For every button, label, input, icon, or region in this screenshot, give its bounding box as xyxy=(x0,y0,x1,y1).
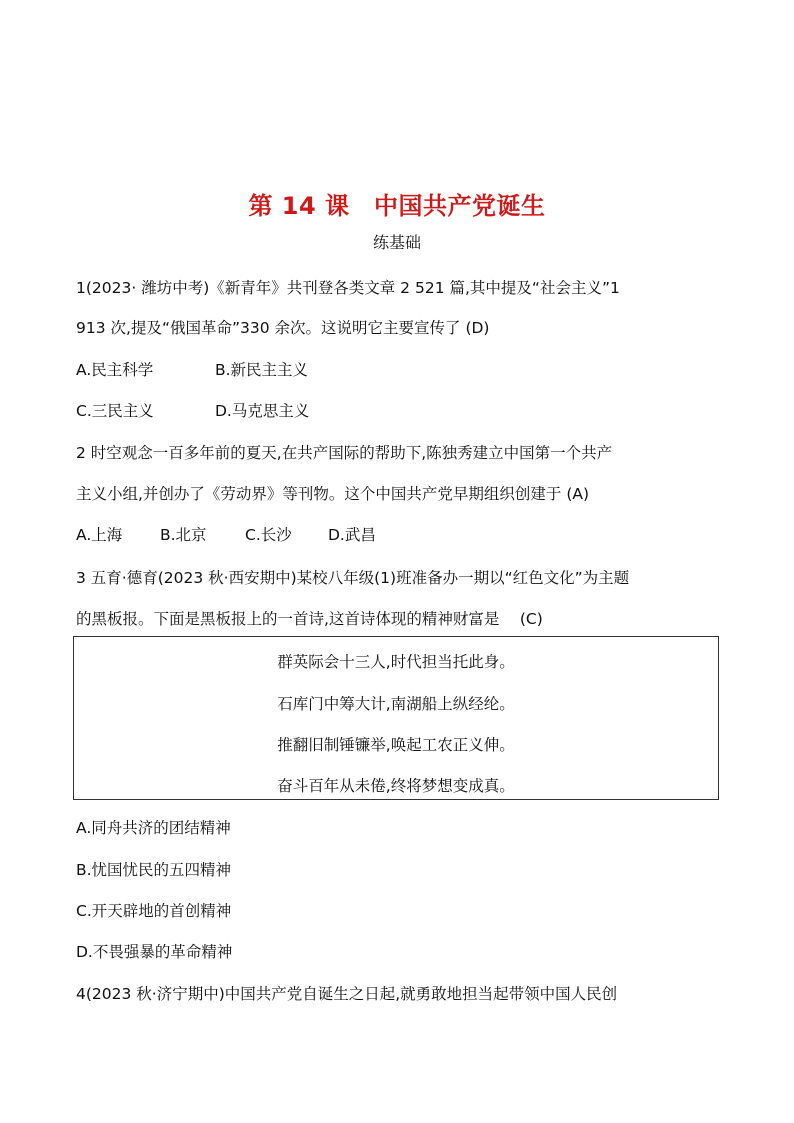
question-2-line-2: 主义小组,并创办了《劳动界》等刊物。这个中国共产党早期组织创建于 (A) xyxy=(76,485,590,503)
question-2-option-b: B.北京 xyxy=(160,526,207,544)
question-3-line-2: 的黑板报。下面是黑板报上的一首诗,这首诗体现的精神财富是 (C) xyxy=(76,610,543,628)
poem-line-4: 奋斗百年从未倦,终将梦想变成真。 xyxy=(277,777,515,795)
question-1-line-2: 913 次,提及“俄国革命”330 余次。这说明它主要宣传了 (D) xyxy=(76,319,490,337)
question-1-option-a: A.民主科学 xyxy=(76,361,154,379)
question-1-option-b: B.新民主主义 xyxy=(215,361,309,379)
poem-line-2: 石库门中筹大计,南湖船上纵经纶。 xyxy=(277,695,515,713)
page-title: 第 14 课 中国共产党诞生 xyxy=(248,192,546,220)
question-3-option-c: C.开天辟地的首创精神 xyxy=(76,902,232,920)
poem-line-3: 推翻旧制锤镰举,唤起工农正义伸。 xyxy=(277,736,515,754)
question-1-options-row-1 xyxy=(76,358,726,380)
question-2-options-row xyxy=(76,523,726,545)
poem-box xyxy=(73,636,719,800)
question-3-option-d: D.不畏强暴的革命精神 xyxy=(76,943,233,961)
question-2-line-1: 2 时空观念一百多年前的夏天,在共产国际的帮助下,陈独秀建立中国第一个共产 xyxy=(76,444,613,462)
question-3-option-a: A.同舟共济的团结精神 xyxy=(76,819,231,837)
section-title: 练基础 xyxy=(372,233,421,252)
question-2-option-c: C.长沙 xyxy=(245,526,292,544)
poem-line-1: 群英际会十三人,时代担当托此身。 xyxy=(277,653,515,671)
question-2-option-a: A.上海 xyxy=(76,526,123,544)
question-1-option-d: D.马克思主义 xyxy=(215,402,310,420)
question-1-options-row-2 xyxy=(76,399,726,421)
question-1-option-c: C.三民主义 xyxy=(76,402,154,420)
question-3-option-b: B.忧国忧民的五四精神 xyxy=(76,861,232,879)
question-2-option-d: D.武昌 xyxy=(328,526,376,544)
question-1-line-1: 1(2023· 潍坊中考)《新青年》共刊登各类文章 2 521 篇,其中提及“社会主义”1 xyxy=(76,279,620,297)
question-4-line-1: 4(2023 秋·济宁期中)中国共产党自诞生之日起,就勇敢地担当起带领中国人民创 xyxy=(76,985,618,1003)
question-3-line-1: 3 五育·德育(2023 秋·西安期中)某校八年级(1)班准备办一期以“红色文化”为主题 xyxy=(76,569,630,587)
